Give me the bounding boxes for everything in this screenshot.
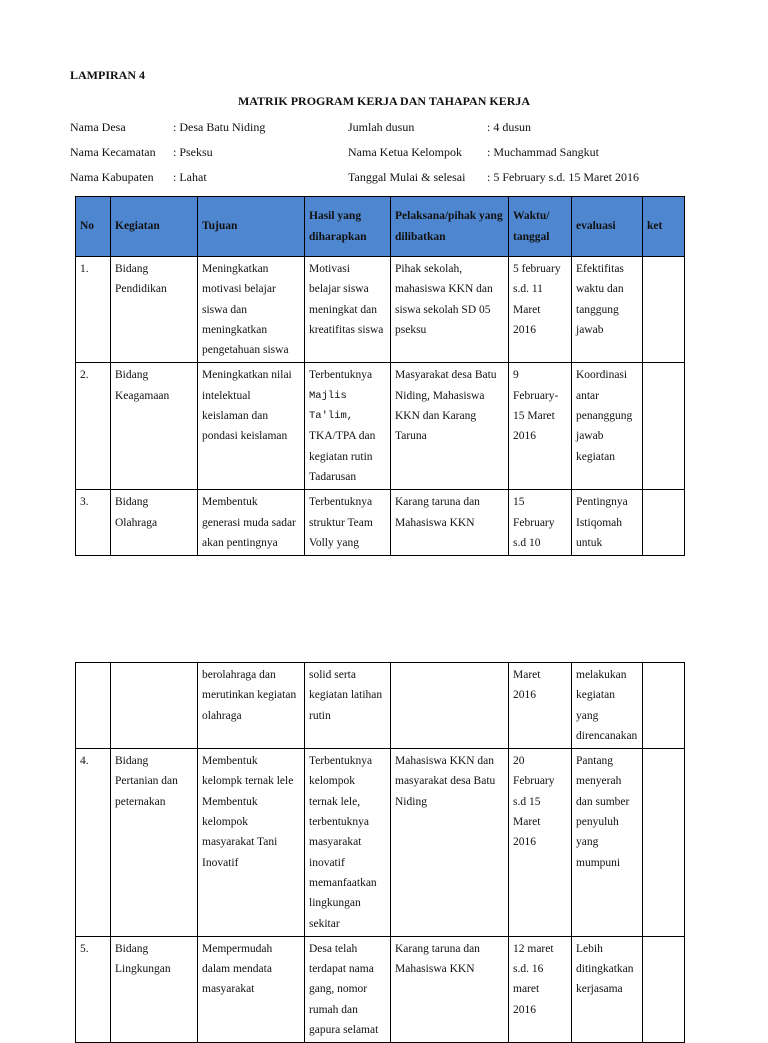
row-tujuan: Meningkatkan nilai intelektual keislaman dan pondasi keislaman <box>198 363 305 490</box>
kabupaten-label: Nama Kabupaten <box>70 170 154 184</box>
row-no: 4. <box>76 749 111 937</box>
row-pelaksana: Karang taruna dan Mahasiswa KKN <box>391 490 509 556</box>
row-hasil: Desa telah terdapat nama gang, nomor rumah dan gapura selamat <box>305 936 391 1042</box>
table-row <box>76 257 685 363</box>
header-evaluasi: evaluasi <box>572 197 643 257</box>
row-hasil: Terbentuknya kelompok ternak lele, terbentuknya masyarakat inovatif memanfaatkan lingkungan sekitar <box>305 749 391 937</box>
row-waktu: 20 February s.d 15 Maret 2016 <box>509 749 572 937</box>
header-no: No <box>76 197 111 257</box>
lampiran-label: LAMPIRAN 4 <box>70 68 145 82</box>
row-pelaksana: Pihak sekolah, mahasiswa KKN dan siswa sekolah SD 05 pseksu <box>391 257 509 363</box>
row-waktu: 9 February- 15 Maret 2016 <box>509 363 572 490</box>
row-waktu: 15 February s.d 10 <box>509 490 572 556</box>
table-row <box>76 663 685 749</box>
header-ket: ket <box>643 197 685 257</box>
hasil-line-2-majlis: Majlis Ta'lim, <box>309 389 354 423</box>
row-hasil: Motivasi belajar siswa meningkat dan kreatifitas siswa <box>305 257 391 363</box>
kecamatan-value: : Pseksu <box>173 145 213 159</box>
row-pelaksana <box>391 663 509 749</box>
table-row <box>76 936 685 1042</box>
ketua-value: : Muchammad Sangkut <box>487 145 599 159</box>
row-evaluasi: Koordinasi antar penanggung jawab kegiatan <box>572 363 643 490</box>
row-evaluasi: Pantang menyerah dan sumber penyuluh yang mumpuni <box>572 749 643 937</box>
row-pelaksana: Masyarakat desa Batu Niding, Mahasiswa KKN dan Karang Taruna <box>391 363 509 490</box>
document-title: MATRIK PROGRAM KERJA DAN TAHAPAN KERJA <box>237 94 531 108</box>
header-kegiatan: Kegiatan <box>111 197 198 257</box>
row-waktu: Maret 2016 <box>509 663 572 749</box>
row-evaluasi: Efektifitas waktu dan tanggung jawab <box>572 257 643 363</box>
kabupaten-value: : Lahat <box>173 170 207 184</box>
row-tujuan: Membentuk generasi muda sadar akan pentingnya <box>198 490 305 556</box>
program-table-page1 <box>75 196 685 556</box>
row-ket <box>643 749 685 937</box>
row-evaluasi: Lebih ditingkatkan kerjasama <box>572 936 643 1042</box>
row-evaluasi: Pentingnya Istiqomah untuk <box>572 490 643 556</box>
dusun-value: : 4 dusun <box>487 120 532 134</box>
row-kegiatan: Bidang Pendidikan <box>111 257 198 363</box>
dusun-label: Jumlah dusun <box>348 120 415 134</box>
row-pelaksana: Karang taruna dan Mahasiswa KKN <box>391 936 509 1042</box>
tanggal-label: Tanggal Mulai & selesai <box>348 170 466 184</box>
hasil-rest: TKA/TPA dan kegiatan rutin Tadarusan <box>309 430 376 483</box>
row-kegiatan: Bidang Olahraga <box>111 490 198 556</box>
tanggal-value: : 5 February s.d. 15 Maret 2016 <box>487 170 639 184</box>
header-hasil: Hasil yang diharapkan <box>305 197 391 257</box>
row-tujuan: Mempermudah dalam mendata masyarakat <box>198 936 305 1042</box>
row-kegiatan: Bidang Keagamaan <box>111 363 198 490</box>
header-pelaksana: Pelaksana/pihak yang dilibatkan <box>391 197 509 257</box>
row-waktu: 12 maret s.d. 16 maret 2016 <box>509 936 572 1042</box>
row-ket <box>643 663 685 749</box>
ketua-label: Nama Ketua Kelompok <box>348 145 462 159</box>
row-hasil <box>305 363 391 490</box>
row-tujuan: berolahraga dan merutinkan kegiatan olahraga <box>198 663 305 749</box>
row-kegiatan: Bidang Pertanian dan peternakan <box>111 749 198 937</box>
row-no: 3. <box>76 490 111 556</box>
desa-label: Nama Desa <box>70 120 126 134</box>
row-ket <box>643 490 685 556</box>
row-ket <box>643 936 685 1042</box>
kecamatan-label: Nama Kecamatan <box>70 145 156 159</box>
row-ket <box>643 257 685 363</box>
row-no: 5. <box>76 936 111 1042</box>
table-header-row <box>76 197 685 257</box>
row-no: 2. <box>76 363 111 490</box>
row-no: 1. <box>76 257 111 363</box>
row-evaluasi: melakukan kegiatan yang direncanakan <box>572 663 643 749</box>
header-waktu: Waktu/ tanggal <box>509 197 572 257</box>
table-row <box>76 749 685 937</box>
hasil-line-1: Terbentuknya <box>309 369 373 382</box>
row-kegiatan: Bidang Lingkungan <box>111 936 198 1042</box>
header-tujuan: Tujuan <box>198 197 305 257</box>
row-pelaksana: Mahasiswa KKN dan masyarakat desa Batu Niding <box>391 749 509 937</box>
row-hasil: Terbentuknya struktur Team Volly yang <box>305 490 391 556</box>
row-hasil: solid serta kegiatan latihan rutin <box>305 663 391 749</box>
row-waktu: 5 february s.d. 11 Maret 2016 <box>509 257 572 363</box>
table-row <box>76 490 685 556</box>
table-row <box>76 363 685 490</box>
desa-value: : Desa Batu Niding <box>173 120 266 134</box>
row-ket <box>643 363 685 490</box>
row-no <box>76 663 111 749</box>
row-tujuan: Meningkatkan motivasi belajar siswa dan meningkatkan pengetahuan siswa <box>198 257 305 363</box>
program-table-page2 <box>75 662 685 1043</box>
row-kegiatan <box>111 663 198 749</box>
row-tujuan: Membentuk kelompk ternak lele Membentuk kelompok masyarakat Tani Inovatif <box>198 749 305 937</box>
